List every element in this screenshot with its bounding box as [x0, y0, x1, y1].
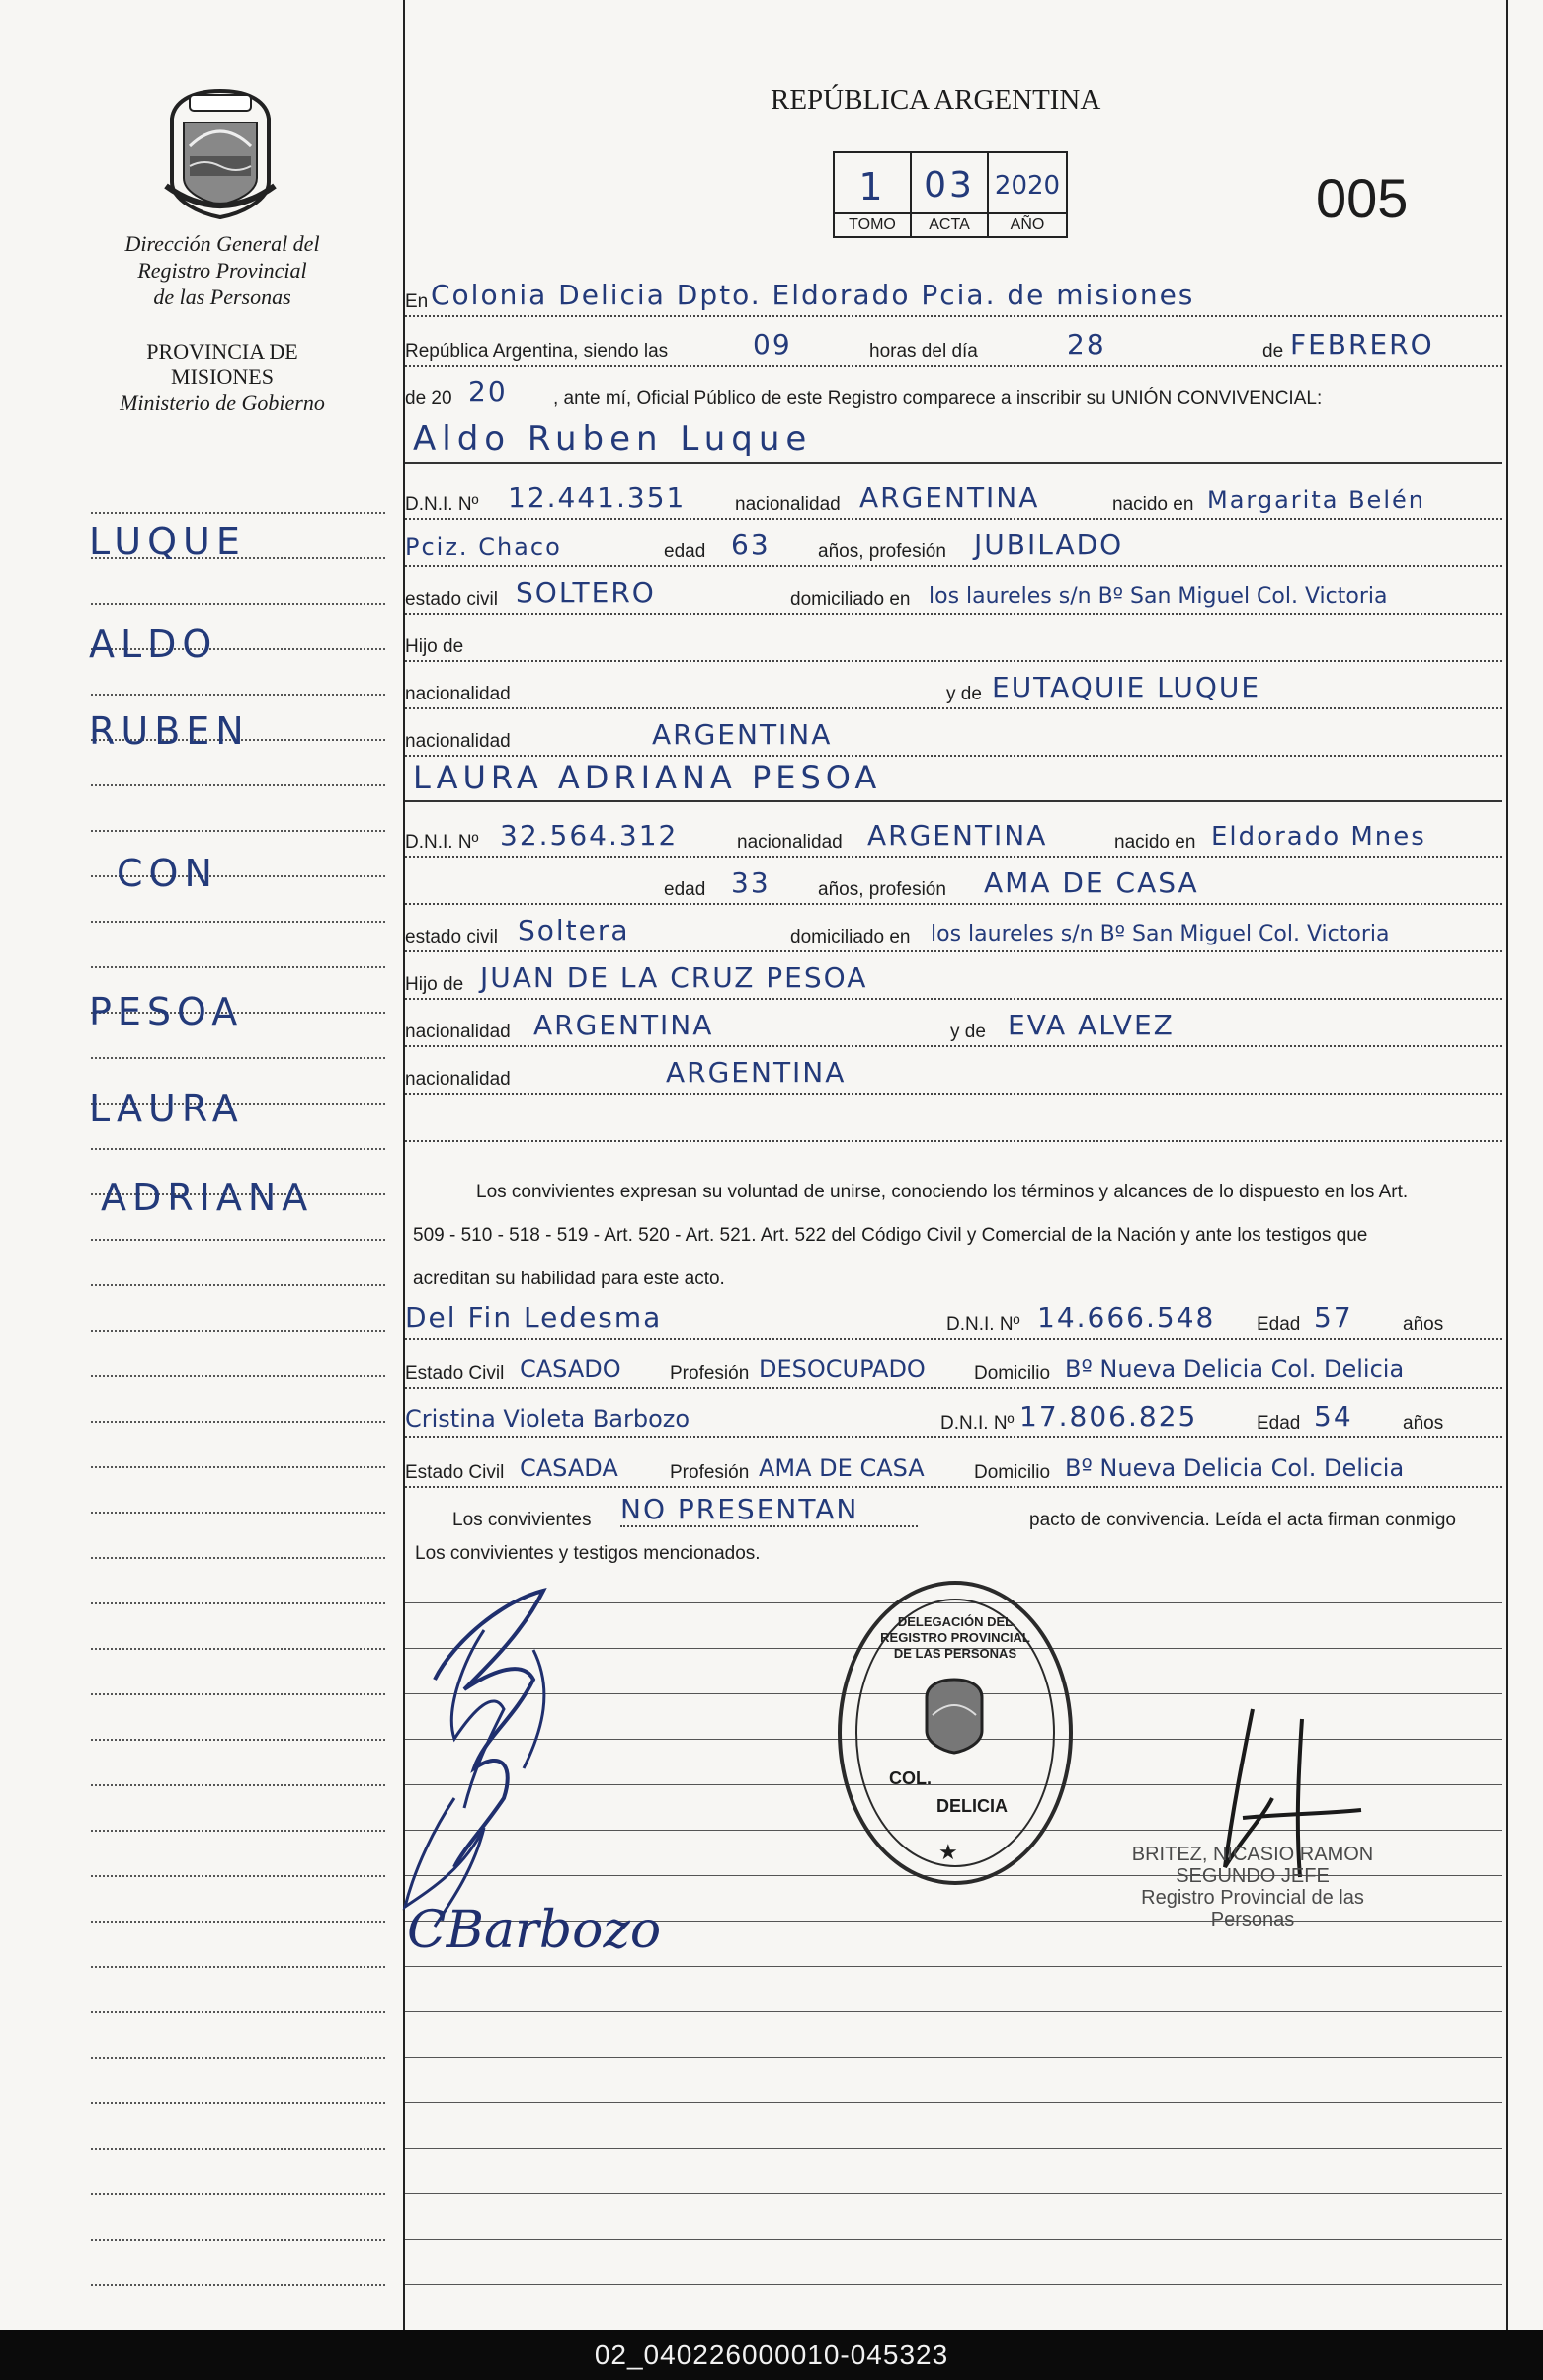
footer-code: 02_040226000010-045323 — [594, 2339, 949, 2370]
party2-yde-label: y de — [950, 1022, 986, 1042]
seal-center-2: DELICIA — [936, 1796, 1008, 1816]
witness1-dni: 14.666.548 — [1037, 1301, 1216, 1334]
en-label: En — [405, 291, 429, 312]
country-heading: REPÚBLICA ARGENTINA — [771, 84, 1101, 116]
party1-birthplace-a: Margarita Belén — [1207, 486, 1425, 514]
tomo-label: TOMO — [835, 212, 910, 236]
seal-star-icon: ★ — [938, 1840, 958, 1864]
province-line-2: MISIONES — [171, 365, 274, 389]
witness2-anos-label: años — [1403, 1413, 1444, 1434]
tomo-value: 1 — [858, 165, 886, 208]
right-edge-line — [1506, 0, 1508, 2330]
party2-nacionalidad-label: nacionalidad — [737, 832, 843, 853]
party2-father-nationality: ARGENTINA — [533, 1009, 714, 1041]
row-party1-civil — [405, 569, 1502, 615]
party2-dni: 32.564.312 — [500, 819, 679, 852]
acta-value: 03 — [924, 165, 975, 205]
provincial-crest-icon — [160, 87, 281, 220]
row-year — [405, 369, 1502, 412]
party1-edad-label: edad — [664, 541, 706, 562]
party1-dni-label: D.N.I. Nº — [405, 494, 479, 515]
witness1-profession: DESOCUPADO — [759, 1355, 926, 1383]
party1-nacionalidad-label: nacionalidad — [735, 494, 841, 515]
party1-hijo-label: Hijo de — [405, 636, 464, 657]
ministry: Ministerio de Gobierno — [120, 390, 325, 415]
margin-name-surname: LUQUE — [89, 520, 246, 563]
row-party1-name — [405, 417, 1502, 464]
row-party2-age — [405, 860, 1502, 905]
party2-age: 33 — [731, 866, 771, 899]
margin-name-first-2: LAURA — [89, 1087, 244, 1130]
pact-line-2: Los convivientes y testigos mencionados. — [415, 1543, 761, 1564]
anio-label: AÑO — [989, 212, 1066, 236]
party2-nacionalidad3-label: nacionalidad — [405, 1069, 511, 1090]
margin-name-second: RUBEN — [89, 709, 250, 753]
party2-mother-nationality: ARGENTINA — [666, 1056, 847, 1089]
official-office-2: Personas — [1210, 1909, 1295, 1930]
office-line-3: de las Personas — [153, 285, 291, 309]
official-stamp — [1104, 1844, 1401, 1930]
witness2-edad-label: Edad — [1257, 1413, 1301, 1434]
de-label: de — [1262, 341, 1284, 362]
row-party2-dni — [405, 812, 1502, 858]
witness-signature: CBarbozo — [407, 1901, 662, 1960]
party2-profesion-label: años, profesión — [818, 879, 946, 900]
witness2-age: 54 — [1314, 1400, 1353, 1433]
official-name: BRITEZ, NICASIO RAMON — [1131, 1844, 1374, 1865]
witness1-dni-label: D.N.I. Nº — [946, 1314, 1020, 1335]
party1-civil-status: SOLTERO — [516, 576, 656, 609]
party2-profession: AMA DE CASA — [984, 866, 1199, 899]
hours-value: 09 — [753, 328, 792, 361]
footer-bar — [0, 2330, 1543, 2380]
party1-birthplace-b: Pciz. Chaco — [405, 533, 562, 561]
party2-birthplace: Eldorado Mnes — [1211, 822, 1426, 852]
place-value: Colonia Delicia Dpto. Eldorado Pcia. de misiones — [431, 279, 1195, 311]
seal-ring-text: DELEGACIÓN DEL REGISTRO PROVINCIAL DE LAS PERSONAS — [880, 1614, 1030, 1661]
seal-shield-icon — [919, 1676, 990, 1755]
declaration-text — [413, 1171, 1500, 1301]
month-value: FEBRERO — [1290, 328, 1434, 361]
statement-text: , ante mí, Oficial Público de este Registro comparece a inscribir su UNIÓN CONVIVENCIAL: — [553, 388, 1323, 409]
row-party1-dni — [405, 474, 1502, 520]
row-party2-father — [405, 954, 1502, 1000]
row-witness1-name — [405, 1294, 1502, 1340]
row-time — [405, 321, 1502, 367]
acta-label: ACTA — [912, 212, 987, 236]
witness2-profession: AMA DE CASA — [759, 1454, 925, 1482]
record-reference-box — [833, 151, 1068, 238]
witness2-dni-label: D.N.I. Nº — [940, 1413, 1015, 1434]
witness2-domicilio-label: Domicilio — [974, 1462, 1051, 1483]
party2-civil-status: Soltera — [518, 914, 630, 946]
party2-estado-label: estado civil — [405, 927, 498, 947]
party2-name: LAURA ADRIANA PESOA — [413, 759, 882, 796]
party1-age: 63 — [731, 529, 771, 561]
row-party2-name — [405, 755, 1502, 802]
witness1-profesion-label: Profesión — [670, 1363, 750, 1384]
party1-nacionalidad3-label: nacionalidad — [405, 731, 511, 752]
witness2-dni: 17.806.825 — [1019, 1400, 1198, 1433]
party2-father: JUAN DE LA CRUZ PESOA — [480, 961, 868, 994]
declaration-line-3: acreditan su habilidad para este acto. — [413, 1269, 725, 1289]
seal-center-1: COL. — [889, 1768, 932, 1788]
row-party1-mother — [405, 664, 1502, 709]
province-block — [89, 339, 356, 416]
official-office: Registro Provincial de las — [1141, 1887, 1364, 1909]
witness1-name: Del Fin Ledesma — [405, 1301, 663, 1334]
row-party2-mother — [405, 1002, 1502, 1047]
office-title — [89, 230, 356, 310]
witness1-address: Bº Nueva Delicia Col. Delicia — [1065, 1355, 1405, 1383]
year-suffix: 20 — [468, 375, 508, 408]
party1-yde-label: y de — [946, 684, 982, 704]
party1-dni: 12.441.351 — [508, 481, 687, 514]
row-blank — [405, 1097, 1502, 1142]
horas-label: horas del día — [869, 341, 978, 362]
party2-nacionalidad2-label: nacionalidad — [405, 1022, 511, 1042]
witness1-estado-label: Estado Civil — [405, 1363, 505, 1384]
row-party2-mother-nat — [405, 1049, 1502, 1095]
republica-label: República Argentina, siendo las — [405, 341, 669, 362]
party1-profession: JUBILADO — [974, 529, 1124, 561]
year-prefix: de 20 — [405, 388, 452, 409]
pact-value: NO PRESENTAN — [620, 1493, 918, 1527]
page-number: 005 — [1316, 167, 1409, 229]
party1-domicilio-label: domiciliado en — [790, 589, 911, 610]
party1-mother: EUTAQUIE LUQUE — [992, 671, 1261, 703]
party1-nacionalidad2-label: nacionalidad — [405, 684, 511, 704]
office-line-2: Registro Provincial — [137, 258, 307, 283]
witness2-civil-status: CASADA — [520, 1454, 618, 1482]
party1-profesion-label: años, profesión — [818, 541, 946, 562]
row-party2-civil — [405, 907, 1502, 952]
party2-nationality: ARGENTINA — [867, 819, 1048, 852]
witness1-anos-label: años — [1403, 1314, 1444, 1335]
party2-mother: EVA ALVEZ — [1008, 1009, 1175, 1041]
party2-address: los laureles s/n Bº San Miguel Col. Victoria — [931, 922, 1390, 946]
party1-nationality: ARGENTINA — [859, 481, 1040, 514]
witness1-civil-status: CASADO — [520, 1355, 621, 1383]
witness1-age: 57 — [1314, 1301, 1353, 1334]
row-witness1-detail — [405, 1344, 1502, 1389]
margin-name-second-2: ADRIANA — [101, 1176, 314, 1219]
party1-address: los laureles s/n Bº San Miguel Col. Victoria — [929, 584, 1388, 609]
witness2-address: Bº Nueva Delicia Col. Delicia — [1065, 1454, 1405, 1482]
margin-name-con: CON — [117, 852, 218, 895]
witness2-estado-label: Estado Civil — [405, 1462, 505, 1483]
margin-name-first: ALDO — [89, 622, 218, 666]
party1-nacido-label: nacido en — [1112, 494, 1194, 515]
party1-estado-label: estado civil — [405, 589, 498, 610]
party2-dni-label: D.N.I. Nº — [405, 832, 479, 853]
party1-mother-nationality: ARGENTINA — [652, 718, 833, 751]
official-seal — [838, 1581, 1073, 1885]
witness2-name: Cristina Violeta Barbozo — [405, 1405, 690, 1433]
official-title: SEGUNDO JEFE — [1176, 1865, 1330, 1887]
pact-prefix: Los convivientes — [452, 1510, 592, 1530]
party2-hijo-label: Hijo de — [405, 974, 464, 995]
declaration-line-1: Los convivientes expresan su voluntad de unirse, conociendo los términos y alcances de lo dispuesto en los Art. — [476, 1182, 1409, 1202]
party2-nacido-label: nacido en — [1114, 832, 1196, 853]
party2-domicilio-label: domiciliado en — [790, 927, 911, 947]
row-witness2-detail — [405, 1442, 1502, 1488]
witness1-domicilio-label: Domicilio — [974, 1363, 1051, 1384]
row-party1-age — [405, 522, 1502, 567]
row-witness2-name — [405, 1393, 1502, 1438]
declaration-line-2: 509 - 510 - 518 - 519 - Art. 520 - Art. 521. Art. 522 del Código Civil y Comercial de la Nación y ante los testigos que — [413, 1225, 1368, 1246]
witness1-edad-label: Edad — [1257, 1314, 1301, 1335]
anio-value: 2020 — [994, 171, 1061, 201]
witness2-profesion-label: Profesión — [670, 1462, 750, 1483]
row-party1-father — [405, 616, 1502, 662]
day-value: 28 — [1067, 328, 1106, 361]
pact-suffix: pacto de convivencia. Leída el acta firman conmigo — [1029, 1510, 1456, 1530]
office-line-1: Dirección General del — [124, 231, 320, 256]
row-party1-mother-nat — [405, 711, 1502, 757]
pact-line — [405, 1490, 1502, 1533]
margin-name-surname-2: PESOA — [89, 990, 244, 1033]
row-place — [405, 272, 1502, 317]
province-line-1: PROVINCIA DE — [146, 339, 298, 364]
party1-name: Aldo Ruben Luque — [413, 419, 813, 458]
party2-edad-label: edad — [664, 879, 706, 900]
